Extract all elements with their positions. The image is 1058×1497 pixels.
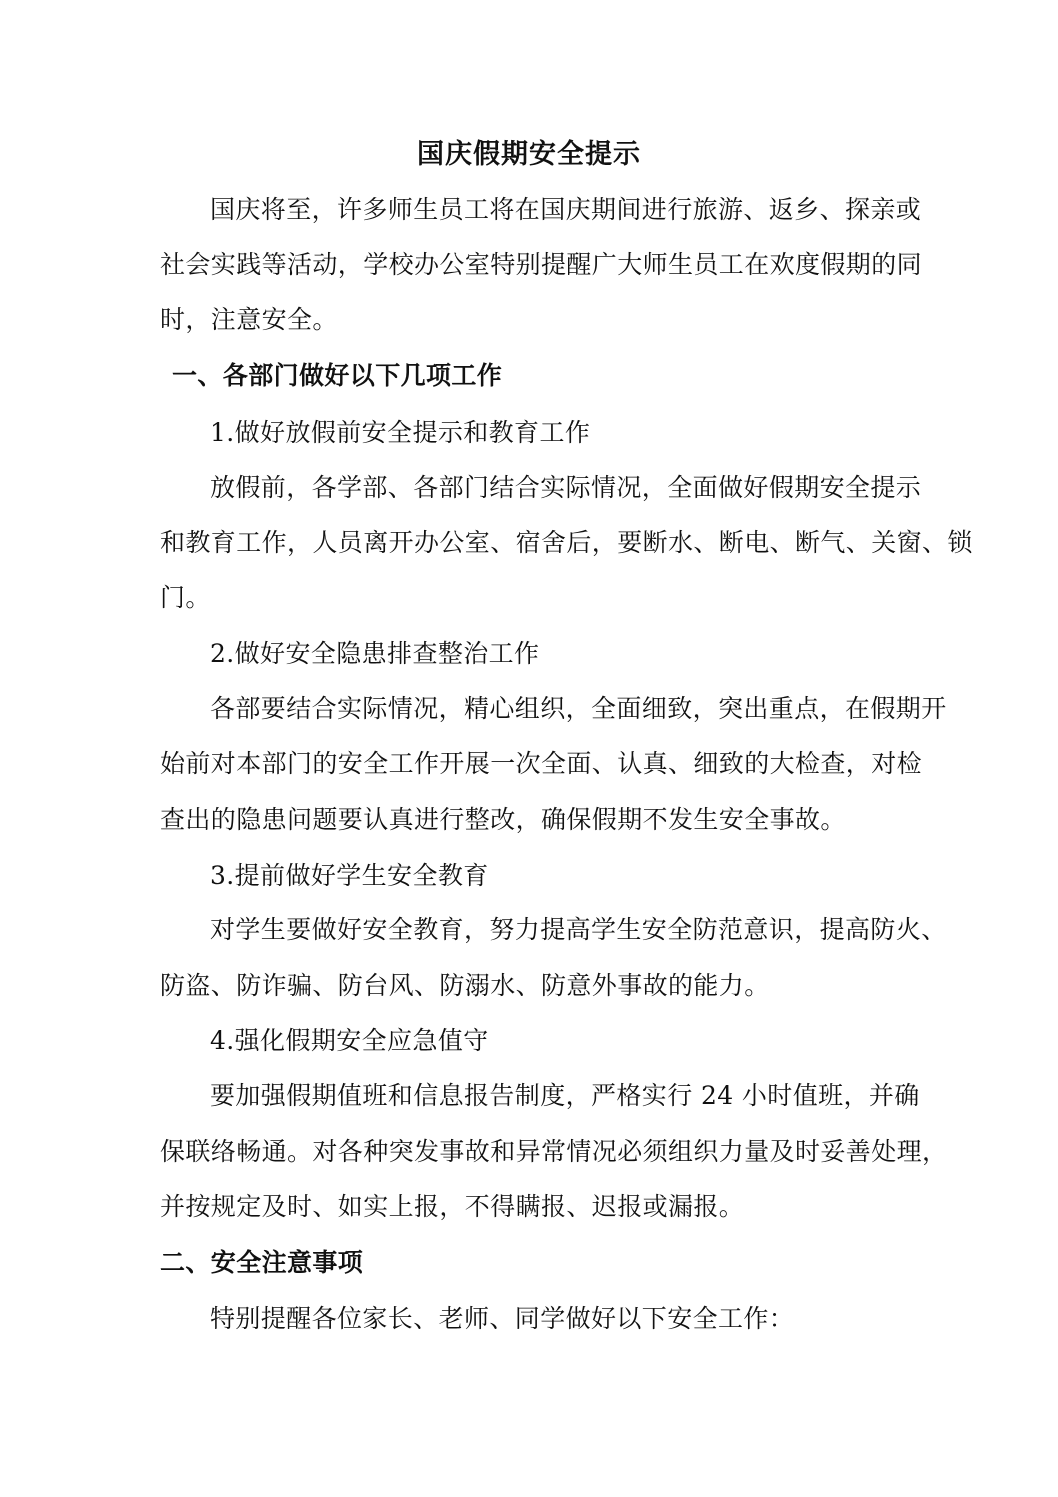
item-1-title: 1.做好放假前安全提示和教育工作 [210,418,591,447]
item-1-body-line-1: 放假前，各学部、各部门结合实际情况，全面做好假期安全提示 [210,473,922,502]
item-4-body-line-1: 要加强假期值班和信息报告制度，严格实行 24 小时值班，并确 [210,1081,920,1110]
intro-line-3: 时，注意安全。 [160,305,338,334]
section-2-body: 特别提醒各位家长、老师、同学做好以下安全工作： [210,1304,795,1333]
item-2-body-line-1: 各部要结合实际情况，精心组织，全面细致，突出重点，在假期开 [210,694,947,723]
item-4-body-line-2: 保联络畅通。对各种突发事故和异常情况必须组织力量及时妥善处理， [160,1137,948,1166]
item-2-body-line-3: 查出的隐患问题要认真进行整改，确保假期不发生安全事故。 [160,805,846,834]
item-4-title: 4.强化假期安全应急值守 [210,1026,489,1055]
section-2-heading: 二、安全注意事项 [160,1248,364,1277]
item-2-body-line-2: 始前对本部门的安全工作开展一次全面、认真、细致的大检查，对检 [160,749,923,778]
section-1-heading: 一、各部门做好以下几项工作 [172,361,503,390]
item-3-body-line-2: 防盗、防诈骗、防台风、防溺水、防意外事故的能力。 [160,971,770,1000]
document-title: 国庆假期安全提示 [417,139,641,170]
item-4-body-line-3: 并按规定及时、如实上报，不得瞒报、迟报或漏报。 [160,1192,745,1221]
intro-line-2: 社会实践等活动，学校办公室特别提醒广大师生员工在欢度假期的同 [160,250,923,279]
item-1-body-line-2: 和教育工作，人员离开办公室、宿舍后，要断水、断电、断气、关窗、锁 [160,528,973,557]
item-2-title: 2.做好安全隐患排查整治工作 [210,639,540,668]
item-3-body-line-1: 对学生要做好安全教育，努力提高学生安全防范意识，提高防火、 [210,915,947,944]
item-3-title: 3.提前做好学生安全教育 [210,861,489,890]
item-1-body-line-3: 门。 [160,583,211,612]
intro-line-1: 国庆将至，许多师生员工将在国庆期间进行旅游、返乡、探亲或 [210,195,922,224]
